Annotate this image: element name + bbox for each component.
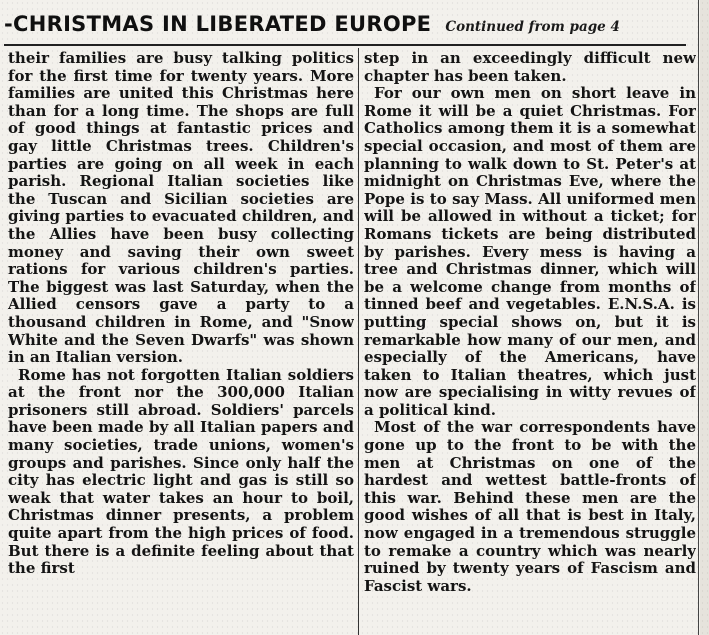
paragraph: step in an exceedingly difficult new chapter has been taken. bbox=[364, 50, 696, 85]
article-header bbox=[4, 12, 684, 46]
paragraph: Most of the war correspondents have gone up to the front to be with the men at Christmas on one of the hardest and wettest battle-fronts of this war. Behind these men are the good wishes of all that is best in Italy, now engaged in a tremendous struggle to remake a country which was nearly ruined by twenty years of Fascism and Fascist wars. bbox=[364, 418, 696, 595]
paragraph: Rome has not forgotten Italian soldiers at the front nor the 300,000 Italian prisoners still abroad. Soldiers' parcels have been made by all Italian papers and many societies, trade unions, women's groups and parishes. Since only half the city has electric light and gas is still so weak that water takes an hour to boil, Christmas dinner presents, a problem quite apart from the high prices of food. But there is a definite feeling about that the first bbox=[8, 365, 354, 578]
column-divider bbox=[358, 48, 359, 635]
right-column bbox=[364, 50, 696, 635]
paragraph: their families are busy talking politics for the first time for twenty years. More families are united this Christmas here than for a long time. The shops are full of good things at fantastic prices and gay little Christmas trees. Children's parties are going on all week in each parish. Regional Italian societies like the Tuscan and Sicilian societies are giving parties to evacuated children, and the Allies have been busy collecting money and saving their own sweet rations for various children's parties. The biggest was last Saturday, when the Allied censors gave a party to a thousand children in Rome, and "Snow White and the Seven Dwarfs" was shown in an Italian version. bbox=[8, 50, 354, 367]
page-edge-rule bbox=[698, 0, 699, 635]
continued-from-note: Continued from page 4 bbox=[445, 19, 620, 35]
paragraph: For our own men on short leave in Rome it will be a quiet Christmas. For Catholics among them it is a somewhat special occasion, and most of them are planning to walk down to St. Peter's at midnight on Christmas Eve, where the Pope is to say Mass. All uniformed men will be allowed in without a ticket; for Romans tickets are being distributed by parishes. Every mess is having a tree and Christmas dinner, which will be a welcome change from months of tinned beef and vegetables. E.N.S.A. is putting special shows on, but it is remarkable how many of our men, and especially of the Americans, have taken to Italian theatres, which just now are specialising in witty revues of a political kind. bbox=[364, 84, 696, 419]
adjacent-column-margin bbox=[700, 0, 709, 635]
headline: -CHRISTMAS IN LIBERATED EUROPE bbox=[4, 12, 432, 36]
left-column bbox=[8, 50, 354, 635]
header-rule bbox=[4, 44, 686, 46]
